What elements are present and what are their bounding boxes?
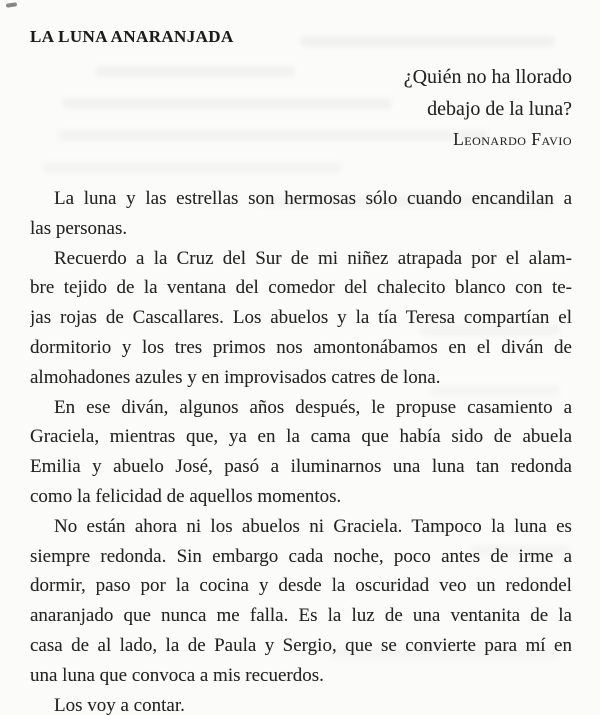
text-line: En ese diván, algunos años después, le propuse casamiento a <box>54 396 572 418</box>
text-line: Graciela, mientras que, ya en la cama que había sido de abuela <box>30 426 572 448</box>
epigraph-line-1: ¿Quién no ha llorado <box>403 66 572 88</box>
text-line: como la felicidad de aquellos momentos. <box>30 485 342 507</box>
epigraph-attribution: Leonardo Favio <box>453 129 572 149</box>
text-line: anaranjado que nunca me falla. Es la luz de una ventanita de la <box>30 605 572 627</box>
epigraph <box>30 62 572 125</box>
text-line: jas rojas de Cascallares. Los abuelos y la tía Teresa compartían el <box>30 307 572 329</box>
text-line: Recuerdo a la Cruz del Sur de mi niñez atrapada por el alam- <box>54 247 572 269</box>
text-line: La luna y las estrellas son hermosas sólo cuando encandilan a <box>54 188 572 209</box>
page-content <box>30 0 572 715</box>
text-line: bre tejido de la ventana del comedor del chalecito blanco con te- <box>30 277 572 299</box>
text-line: casa de al lado, la de Paula y Sergio, que se convierte para mí en <box>30 634 572 656</box>
epigraph-line-2: debajo de la luna? <box>427 97 572 120</box>
text-line: dormitorio y los tres primos nos amontonábamos en el diván de <box>30 336 572 358</box>
text-line: las personas. <box>30 217 128 239</box>
text-line: Emilia y abuelo José, pasó a iluminarnos una luna tan redonda <box>30 456 572 478</box>
text-line: siempre redonda. Sin embargo cada noche, poco antes de irme a <box>30 545 572 567</box>
text-line: dormir, paso por la cocina y desde la oscuridad veo un redondel <box>30 575 572 597</box>
scan-artifact <box>6 2 17 7</box>
text-line: No están ahora ni los abuelos ni Graciela. Tampoco la luna es <box>54 515 572 537</box>
text-line: Los voy a contar. <box>54 694 185 715</box>
text-line: almohadones azules y en improvisados catres de lona. <box>30 366 441 388</box>
text-line: una luna que convoca a mis recuerdos. <box>30 664 324 686</box>
chapter-title: LA LUNA ANARANJADA <box>30 27 234 46</box>
body-text <box>30 184 572 715</box>
